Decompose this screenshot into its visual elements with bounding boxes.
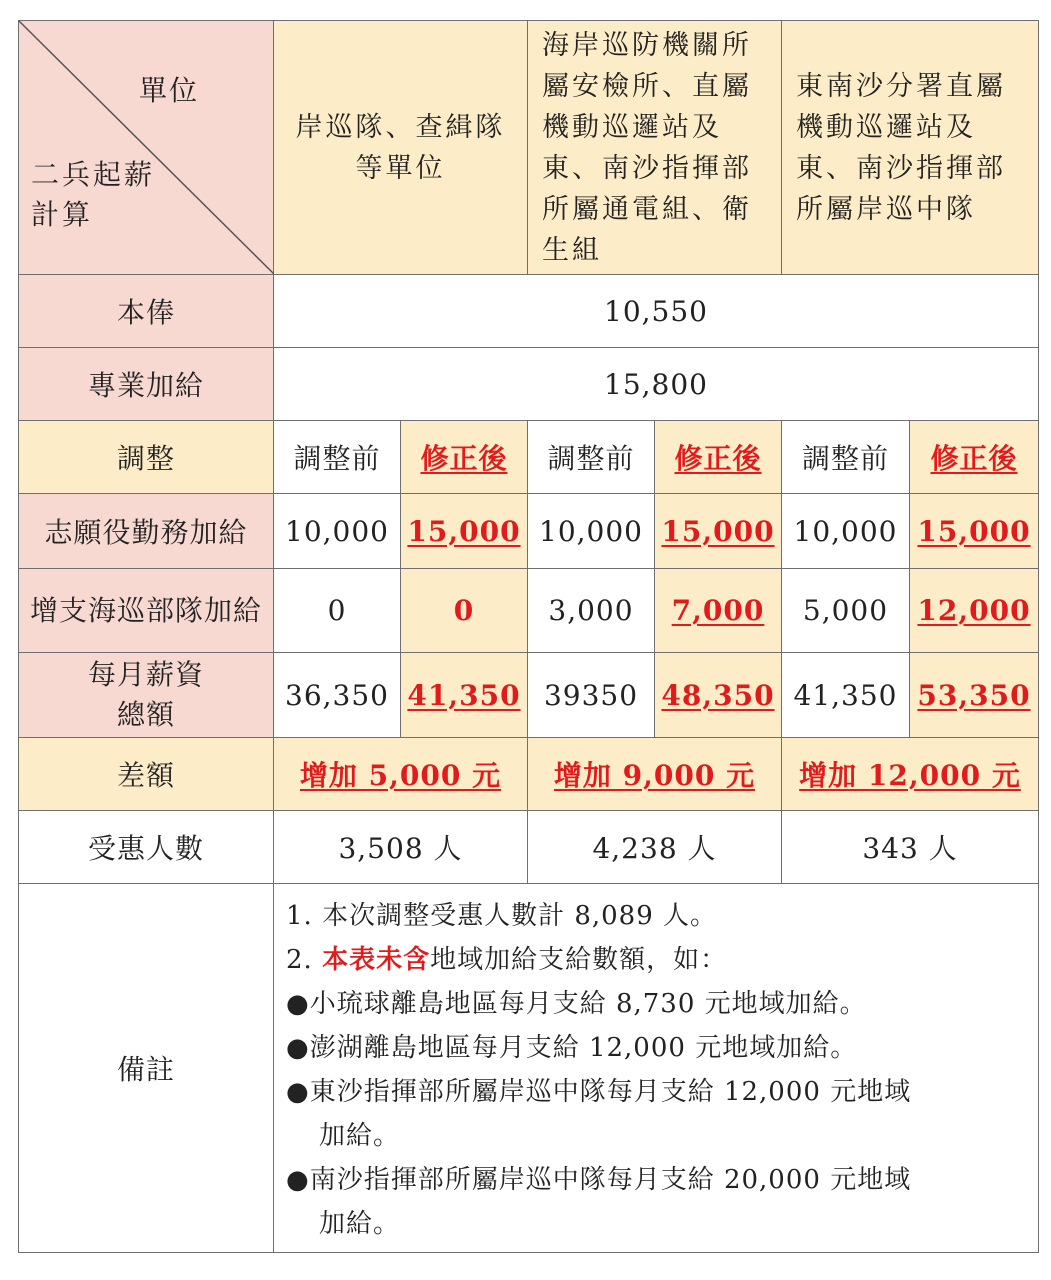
note-bullet-2-text: 澎湖離島地區每月支給 12,000 元地域加給。 [309,1033,858,1063]
beneficiaries-1: 3,508 人 [274,811,528,884]
col-header-dongsha-units-text: 東南沙分署直屬 機動巡邏站及 東、南沙指揮部 所屬岸巡中隊 [796,70,1006,225]
corner-calc-label [31,155,191,235]
volunteer-after-1: 15,000 [401,494,528,569]
difference-1: 增加 5,000 元 [274,738,528,811]
note-bullet-3-cont: 加給。 [319,1121,401,1151]
total-before-3: 41,350 [782,653,910,738]
row-label-adjust: 調整 [19,421,274,494]
volunteer-before-3: 10,000 [782,494,910,569]
col-header-inspection-units-text: 海岸巡防機關所 屬安檢所、直屬 機動巡邏站及 東、南沙指揮部 所屬通電組、衛 生組 [542,29,752,266]
corner-calc-line2: 計算 [31,198,94,231]
note-line-2-rest: 地域加給支給數額，如： [430,945,728,975]
row-label-volunteer: 志願役勤務加給 [19,494,274,569]
row-base-pay [19,275,1039,348]
difference-2: 增加 9,000 元 [528,738,782,811]
row-label-base-pay: 本俸 [19,275,274,348]
note-bullet-4 [286,1158,1024,1202]
row-label-difference: 差額 [19,738,274,811]
volunteer-before-1: 10,000 [274,494,401,569]
row-label-professional: 專業加給 [19,348,274,421]
adjust-before-1: 調整前 [274,421,401,494]
bullet-icon: ● [286,989,310,1019]
row-label-coast-unit: 增支海巡部隊加給 [19,569,274,653]
coast-before-3: 5,000 [782,569,910,653]
row-difference [19,738,1039,811]
total-after-3: 53,350 [910,653,1039,738]
bullet-icon: ● [286,1077,310,1107]
row-label-beneficiaries: 受惠人數 [19,811,274,884]
volunteer-after-2: 15,000 [655,494,782,569]
volunteer-before-2: 10,000 [528,494,655,569]
row-notes [19,884,1039,1253]
row-professional-allowance [19,348,1039,421]
volunteer-after-3: 15,000 [910,494,1039,569]
total-after-2: 48,350 [655,653,782,738]
salary-table-container [18,20,1038,1253]
adjust-after-1: 修正後 [401,421,528,494]
note-bullet-4-cont: 加給。 [319,1209,401,1239]
coast-after-1: 0 [401,569,528,653]
row-volunteer-allowance [19,494,1039,569]
row-adjust [19,421,1039,494]
adjust-after-3: 修正後 [910,421,1039,494]
header-row [19,21,1039,275]
beneficiaries-3: 343 人 [782,811,1039,884]
corner-calc-line1: 二兵起薪 [31,158,156,191]
col-header-dongsha-units [782,21,1039,275]
row-beneficiaries [19,811,1039,884]
adjust-before-3: 調整前 [782,421,910,494]
total-before-2: 39350 [528,653,655,738]
row-monthly-total [19,653,1039,738]
coast-after-2: 7,000 [655,569,782,653]
note-bullet-1-text: 小琉球離島地區每月支給 8,730 元地域加給。 [309,989,867,1019]
note-bullet-1 [286,982,1024,1026]
col-header-patrol-units [274,21,528,275]
note-bullet-3 [286,1070,1024,1114]
diagonal-divider [19,21,274,274]
note-line-2-prefix: 2. [286,945,323,975]
base-pay-value: 10,550 [274,275,1039,348]
note-line-2-highlight: 本表未含 [322,945,431,975]
row-coast-unit-allowance [19,569,1039,653]
note-bullet-2 [286,1026,1024,1070]
bullet-icon: ● [286,1165,310,1195]
beneficiaries-2: 4,238 人 [528,811,782,884]
row-label-notes: 備註 [19,884,274,1253]
adjust-before-2: 調整前 [528,421,655,494]
coast-before-2: 3,000 [528,569,655,653]
salary-table [18,20,1039,1253]
coast-before-1: 0 [274,569,401,653]
col-header-inspection-units [528,21,782,275]
bullet-icon: ● [286,1033,310,1063]
corner-header-cell [19,21,274,275]
note-line-2 [286,938,1024,982]
professional-value: 15,800 [274,348,1039,421]
note-line-1: 1. 本次調整受惠人數計 8,089 人。 [286,901,718,931]
notes-content [274,884,1039,1253]
corner-unit-label: 單位 [139,74,200,107]
col-header-patrol-units-text: 岸巡隊、查緝隊 等單位 [295,111,506,184]
row-label-monthly-total: 每月薪資 總額 [19,653,274,738]
total-before-1: 36,350 [274,653,401,738]
total-after-1: 41,350 [401,653,528,738]
coast-after-3: 12,000 [910,569,1039,653]
adjust-after-2: 修正後 [655,421,782,494]
difference-3: 增加 12,000 元 [782,738,1039,811]
note-bullet-4-text: 南沙指揮部所屬岸巡中隊每月支給 20,000 元地域 [309,1165,912,1195]
note-bullet-3-text: 東沙指揮部所屬岸巡中隊每月支給 12,000 元地域 [309,1077,912,1107]
